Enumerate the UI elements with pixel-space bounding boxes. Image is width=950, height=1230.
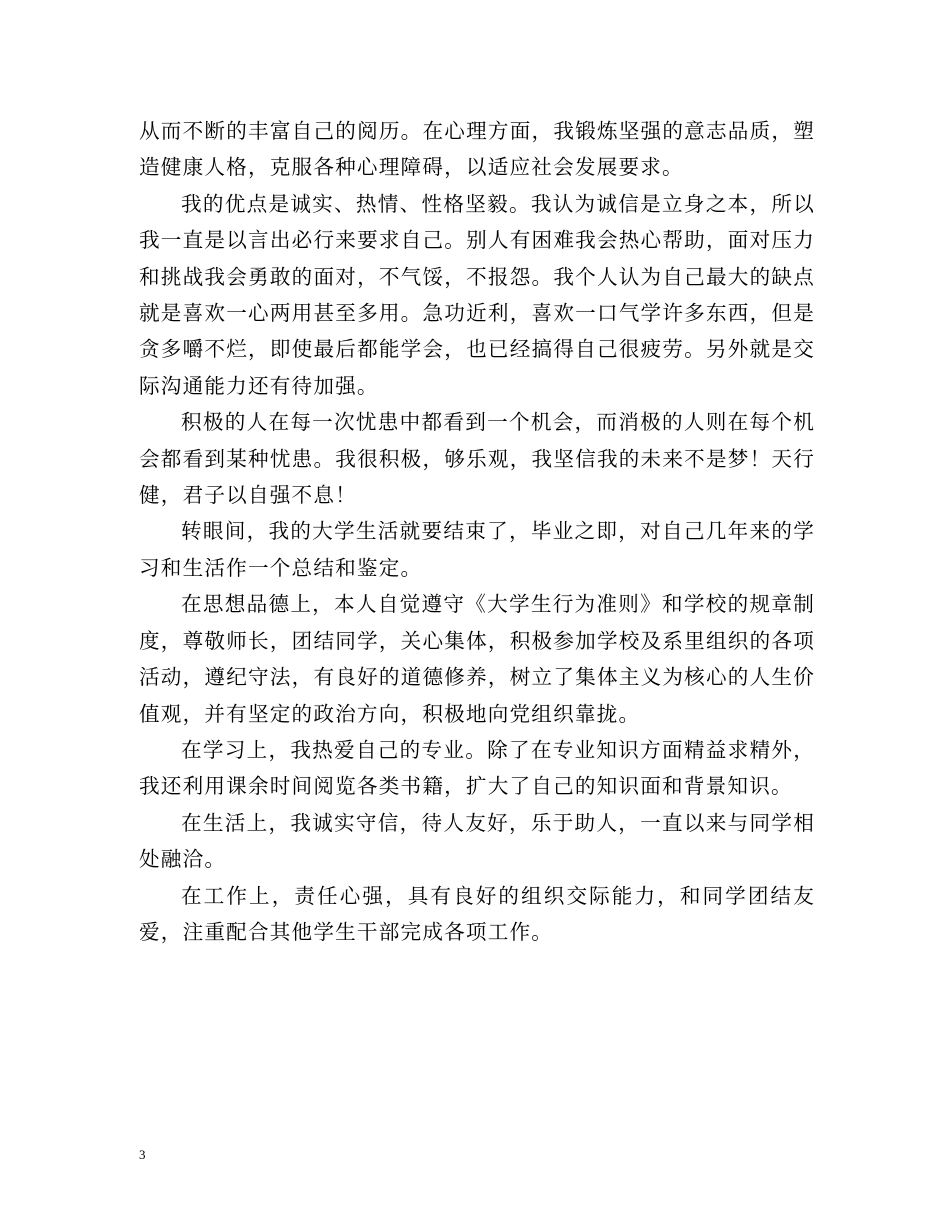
paragraph-1: 从而不断的丰富自己的阅历。在心理方面，我锻炼坚强的意志品质，塑造健康人格，克服各种心理障碍，以适应社会发展要求。 — [139, 119, 815, 180]
paragraph-3: 积极的人在每一次忧患中都看到一个机会，而消极的人则在每个机会都看到某种忧患。我很积极，够乐观，我坚信我的未来不是梦！天行健，君子以自强不息！ — [139, 410, 815, 508]
paragraph-6: 在学习上，我热爱自己的专业。除了在专业知识方面精益求精外，我还利用课余时间阅览各类书籍，扩大了自己的知识面和背景知识。 — [139, 737, 815, 799]
paragraph-7: 在生活上，我诚实守信，待人友好，乐于助人，一直以来与同学相处融洽。 — [139, 810, 815, 872]
page-body — [139, 113, 815, 950]
paragraph-2: 我的优点是诚实、热情、性格坚毅。我认为诚信是立身之本，所以我一直是以言出必行来要求自己。别人有困难我会热心帮助，面对压力和挑战我会勇敢的面对，不气馁，不报怨。我个人认为自己最大的缺点就是喜欢一心两用甚至多用。急功近利，喜欢一口气学许多东西，但是贪多嚼不烂，即使最后都能学会，也已经搞得自己很疲劳。另外就是交际沟通能力还有待加强。 — [139, 191, 815, 398]
paragraph-4: 转眼间，我的大学生活就要结束了，毕业之即，对自己几年来的学习和生活作一个总结和鉴定。 — [139, 519, 815, 580]
paragraph-8: 在工作上，责任心强，具有良好的组织交际能力，和同学团结友爱，注重配合其他学生干部完成各项工作。 — [139, 883, 815, 944]
page-number: 3 — [139, 1147, 146, 1162]
paragraph-5: 在思想品德上，本人自觉遵守《大学生行为准则》和学校的规章制度，尊敬师长，团结同学，关心集体，积极参加学校及系里组织的各项活动，遵纪守法，有良好的道德修养，树立了集体主义为核心的人生价值观，并有坚定的政治方向，积极地向党组织靠拢。 — [139, 592, 815, 726]
